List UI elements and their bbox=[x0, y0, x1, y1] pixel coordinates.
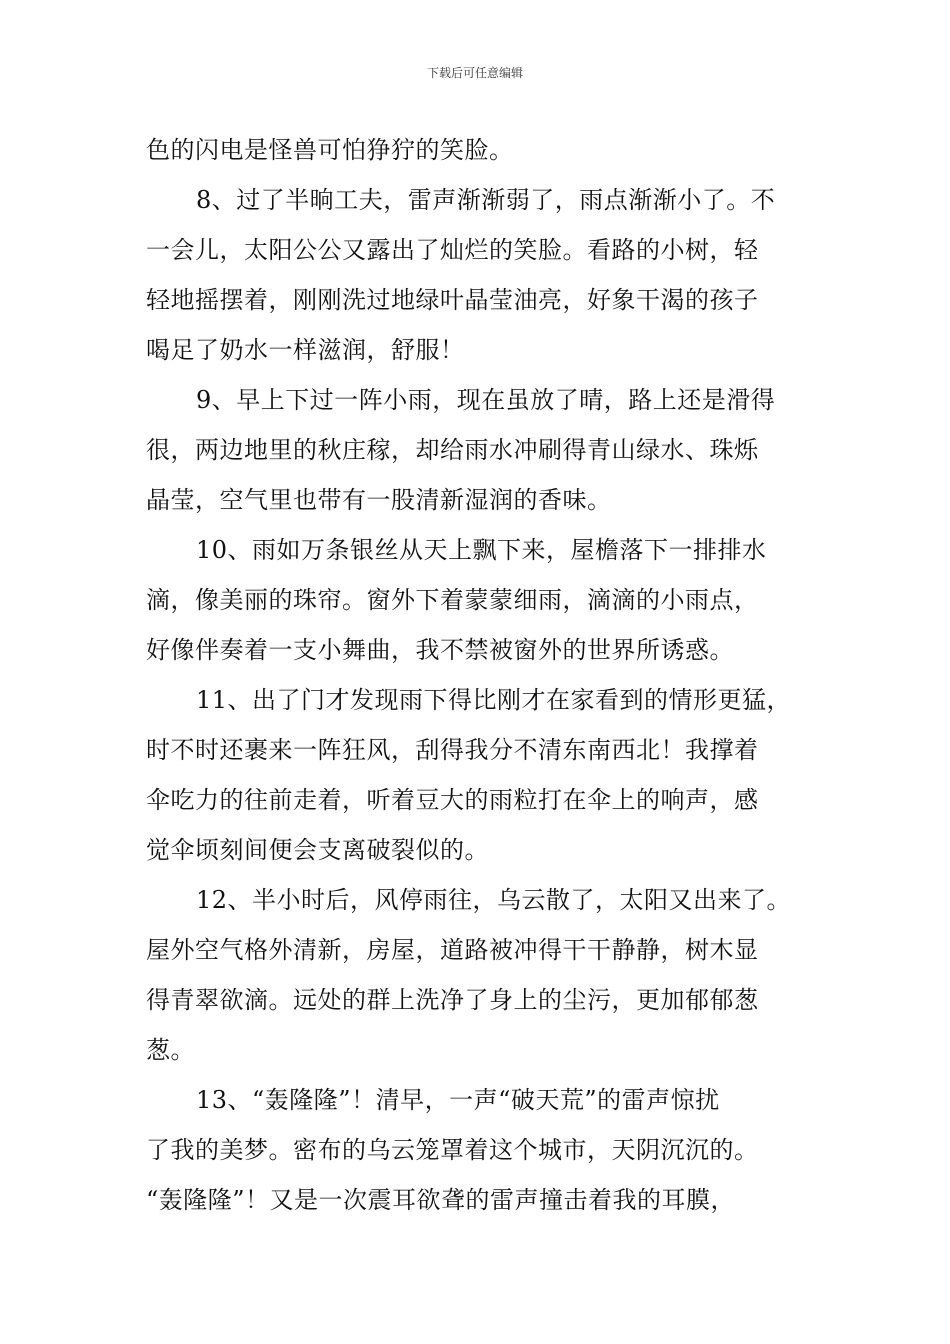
text-line: 觉伞顷刻间便会支离破裂似的。 bbox=[146, 836, 489, 864]
page-header: 下载后可任意编辑 bbox=[426, 66, 523, 80]
text-line: 很，两边地里的秋庄稼，却给雨水冲刷得青山绿水、珠烁 bbox=[146, 436, 759, 464]
text-line: 了我的美梦。密布的乌云笼罩着这个城市，天阴沉沉的。 bbox=[146, 1136, 759, 1164]
text-line: 滴，像美丽的珠帘。窗外下着蒙蒙细雨，滴滴的小雨点， bbox=[146, 586, 759, 614]
text-line: 时不时还裹来一阵狂风，刮得我分不清东南西北！我撑着 bbox=[146, 736, 759, 764]
text-line: 8、过了半晌工夫，雷声渐渐弱了，雨点渐渐小了。不 bbox=[196, 186, 776, 214]
text-line: 葱。 bbox=[146, 1036, 195, 1064]
text-line: 轻地摇摆着，刚刚洗过地绿叶晶莹油亮，好象干渴的孩子 bbox=[146, 286, 759, 314]
text-line: 13、“轰隆隆”！清早，一声“破天荒”的雷声惊扰 bbox=[196, 1086, 720, 1114]
text-line: 得青翠欲滴。远处的群上洗净了身上的尘污，更加郁郁葱 bbox=[146, 986, 759, 1014]
text-line: 好像伴奏着一支小舞曲，我不禁被窗外的世界所诱惑。 bbox=[146, 636, 734, 664]
text-line: 11、出了门才发现雨下得比刚才在家看到的情形更猛， bbox=[196, 686, 792, 714]
text-line: 喝足了奶水一样滋润，舒服！ bbox=[146, 336, 465, 364]
text-line: 一会儿，太阳公公又露出了灿烂的笑脸。看路的小树，轻 bbox=[146, 236, 759, 264]
text-line: 12、半小时后，风停雨往，乌云散了，太阳又出来了。 bbox=[196, 886, 792, 914]
text-line: 屋外空气格外清新，房屋，道路被冲得干干静静，树木显 bbox=[146, 936, 759, 964]
text-line: 10、雨如万条银丝从天上飘下来，屋檐落下一排排水 bbox=[196, 536, 767, 564]
text-line: 晶莹，空气里也带有一股清新湿润的香味。 bbox=[146, 486, 612, 514]
text-line: “轰隆隆”！又是一次震耳欲聋的雷声撞击着我的耳膜， bbox=[146, 1186, 736, 1214]
text-line: 9、早上下过一阵小雨，现在虽放了晴，路上还是滑得 bbox=[196, 386, 776, 414]
text-line: 伞吃力的往前走着，听着豆大的雨粒打在伞上的响声，感 bbox=[146, 786, 759, 814]
text-line: 色的闪电是怪兽可怕狰狞的笑脸。 bbox=[146, 136, 514, 164]
